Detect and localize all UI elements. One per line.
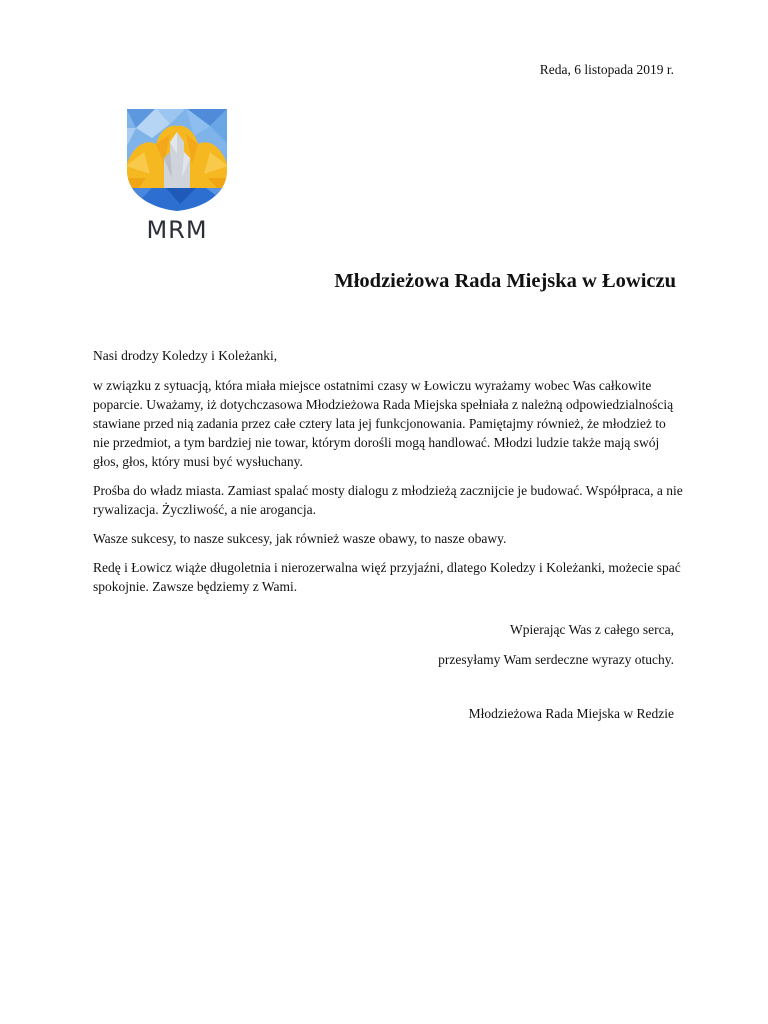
signature: Młodzieżowa Rada Miejska w Redzie [468, 706, 674, 721]
letter-paragraph: Wasze sukcesy, to nasze sukcesy, jak również wasze obawy, to nasze obawy. [93, 531, 507, 546]
shield-icon [126, 108, 228, 212]
letter-paragraph: w związku z sytuacją, która miała miejsce ostatnimi czasy w Łowiczu wyrażamy wobec Was całkowite poparcie. Uważamy, iż dotychczasowa Młodzieżowa Rada Miejska spełniała z należną odpowiedzialnością stawiane przed nią zadania przez całe cztery lata jej funkcjonowania. Pamiętajmy również, że młodzież to nie przedmiot, a tym bardziej nie towar, którym dorośli mogą handlować. Młodzi ludzie także mają swój głos, głos, który musi być wysłuchany. [93, 378, 674, 469]
mrm-logo [126, 108, 228, 248]
letter-greeting: Nasi drodzy Koledzy i Koleżanki, [93, 348, 278, 363]
closing-line-2: przesyłamy Wam serdeczne wyrazy otuchy. [438, 652, 674, 667]
letter-title: Młodzieżowa Rada Miejska w Łowiczu [334, 270, 676, 292]
letter-date: Reda, 6 listopada 2019 r. [539, 62, 674, 77]
letter-paragraph: Redę i Łowicz wiąże długoletnia i nierozerwalna więź przyjaźni, dlatego Koledzy i Koleżanki, możecie spać spokojnie. Zawsze będziemy z Wami. [93, 560, 681, 594]
closing-line-1: Wpierając Was z całego serca, [510, 622, 674, 637]
logo-text: MRM [146, 216, 208, 244]
letter-body [93, 346, 683, 606]
letter-paragraph: Prośba do władz miasta. Zamiast spalać mosty dialogu z młodzieżą zacznijcie je budować. Współpraca, a nie rywalizacja. Życzliwość, a nie arogancja. [93, 483, 683, 517]
